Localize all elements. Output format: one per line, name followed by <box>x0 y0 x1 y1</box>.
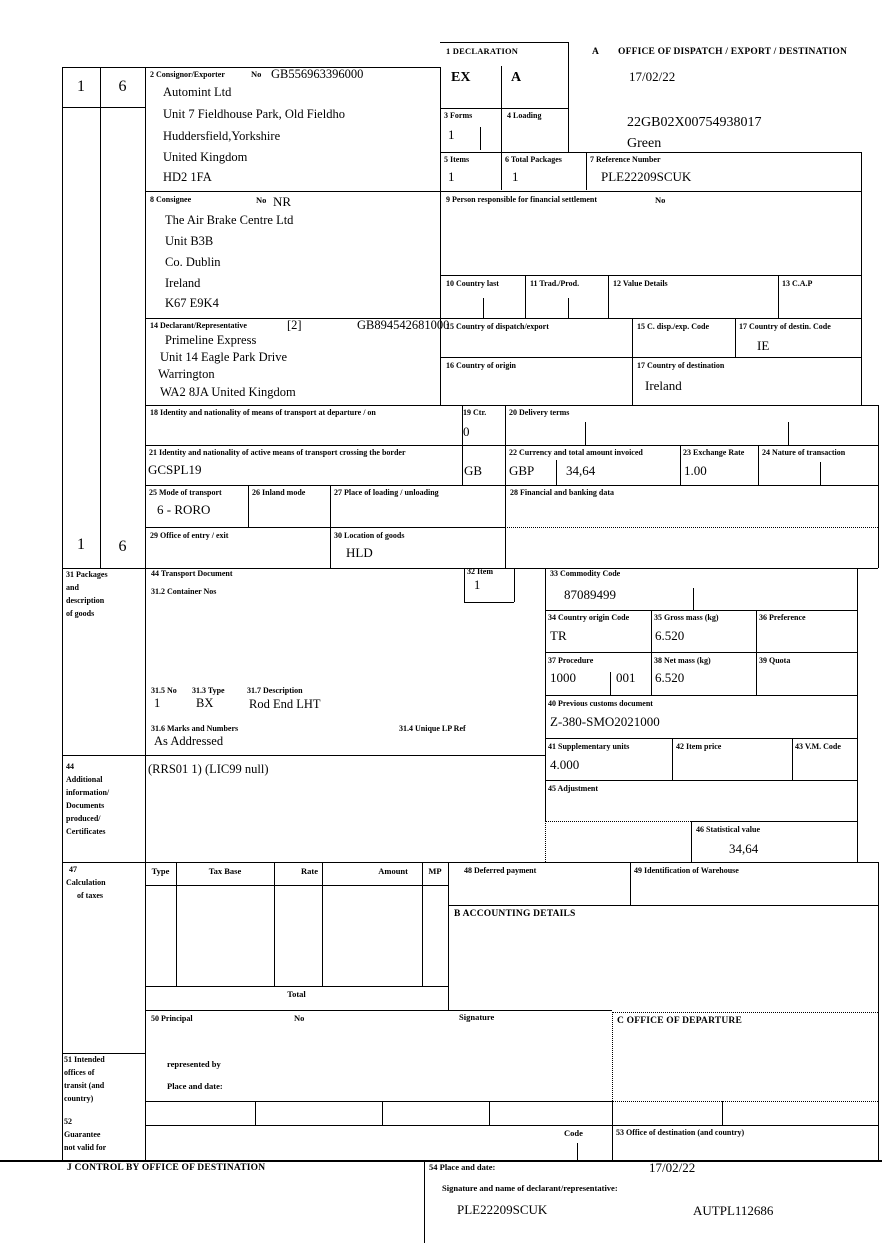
grid-line <box>62 568 878 569</box>
box47-label-3: of taxes <box>77 891 103 900</box>
box53-label: 53 Office of destination (and country) <box>616 1128 745 1137</box>
procedure-code-2: 001 <box>616 670 636 685</box>
transport-doc-label: 44 Transport Document <box>151 569 233 578</box>
declarant-name: Primeline Express <box>165 333 257 347</box>
grid-line <box>462 405 463 485</box>
box52-label-1: 52 <box>64 1117 72 1126</box>
grid-line <box>176 862 177 986</box>
consignee-postcode: K67 E9K4 <box>165 296 219 310</box>
consignee-address-2: Co. Dublin <box>165 255 221 269</box>
box47-label-2: Calculation <box>66 878 106 887</box>
box32-label: 32 Item <box>467 567 493 576</box>
box45-label: 45 Adjustment <box>548 784 599 793</box>
declarant-id: AUTPL112686 <box>693 1203 774 1218</box>
grid-line <box>878 862 879 1160</box>
grid-line <box>792 738 793 780</box>
transport-nationality: GB <box>464 463 483 478</box>
invoice-currency: GBP <box>509 463 535 478</box>
grid-line <box>820 462 821 485</box>
declaration-type: EX <box>451 70 471 85</box>
tax-total-label: Total <box>287 989 306 999</box>
box38-label: 38 Net mass (kg) <box>654 656 711 665</box>
acceptance-date: 17/02/22 <box>629 69 676 84</box>
consignee-country: Ireland <box>165 276 201 290</box>
grid-line <box>440 357 861 358</box>
copy-number-6: 6 <box>118 78 127 95</box>
transport-identity: GCSPL19 <box>148 462 202 477</box>
tax-col-base: Tax Base <box>208 866 242 876</box>
grid-line <box>735 318 736 357</box>
box44-label-1: 44 <box>66 762 74 771</box>
box17-label: 17 Country of destination <box>637 361 725 370</box>
box47-label-1: 47 <box>69 865 77 874</box>
box9-no-label: No <box>655 195 666 205</box>
invoice-amount: 34,64 <box>566 463 596 478</box>
supplementary-units: 4.000 <box>550 757 580 772</box>
grid-line <box>480 127 481 150</box>
office-departure-label: C OFFICE OF DEPARTURE <box>617 1016 742 1026</box>
grid-line <box>586 152 587 190</box>
grid-line <box>861 152 862 405</box>
grid-line <box>489 1101 490 1125</box>
box24-label: 24 Nature of transaction <box>762 448 846 457</box>
packages-type: BX <box>196 696 214 710</box>
box22-label: 22 Currency and total amount invoiced <box>509 448 643 457</box>
item-number: 1 <box>474 578 481 592</box>
grid-line <box>274 862 275 986</box>
box54-date: 17/02/22 <box>649 1160 696 1175</box>
lp-ref-label: 31.4 Unique LP Ref <box>399 724 466 733</box>
grid-line <box>878 405 879 568</box>
box15-label: 15 Country of dispatch/export <box>446 322 549 331</box>
box50-label: 50 Principal <box>151 1014 193 1023</box>
box29-label: 29 Office of entry / exit <box>150 531 229 540</box>
box21-label: 21 Identity and nationality of active means of transport crossing the border <box>149 448 406 457</box>
grid-line <box>62 67 63 1160</box>
tax-col-type: Type <box>151 866 170 876</box>
grid-line <box>145 485 878 486</box>
goods-location: HLD <box>346 545 373 560</box>
grid-line <box>545 821 546 862</box>
box6-label: 6 Total Packages <box>505 155 562 164</box>
origin-country-code: TR <box>550 628 567 643</box>
consignor-address-1: Unit 7 Fieldhouse Park, Old Fieldho <box>163 107 345 121</box>
consignor-eori: GB556963396000 <box>271 67 364 81</box>
grid-line <box>857 568 858 862</box>
grid-line <box>145 986 448 987</box>
box48-label: 48 Deferred payment <box>464 866 537 875</box>
box16-label: 16 Country of origin <box>446 361 516 370</box>
grid-line <box>100 67 101 568</box>
box6-value: 1 <box>512 169 519 184</box>
grid-line <box>145 1125 878 1126</box>
tax-col-mp: MP <box>428 866 442 876</box>
grid-line <box>691 821 857 822</box>
box12-label: 12 Value Details <box>613 279 668 288</box>
grid-line <box>440 275 861 276</box>
grid-line <box>545 695 857 696</box>
grid-line <box>632 318 633 405</box>
tax-col-amount: Amount <box>378 866 408 876</box>
box18-label: 18 Identity and nationality of means of transport at departure / on <box>150 408 376 417</box>
declarant-address-1: Unit 14 Eagle Park Drive <box>160 350 288 364</box>
box5-label: 5 Items <box>444 155 470 164</box>
box17a-label: 17 Country of destin. Code <box>739 322 831 331</box>
grid-line <box>145 405 878 406</box>
consignor-address-2: Huddersfield,Yorkshire <box>163 129 281 143</box>
box3-value: 1 <box>448 127 455 142</box>
grid-line <box>464 602 514 603</box>
copy-number-6b: 6 <box>118 538 127 555</box>
goods-description: Rod End LHT <box>249 697 321 711</box>
grid-line <box>448 905 878 906</box>
box51-label-3: transit (and <box>64 1081 105 1090</box>
box44-label-5: produced/ <box>66 814 101 823</box>
signature-name-label: Signature and name of declarant/representative: <box>442 1183 618 1193</box>
box30-label: 30 Location of goods <box>334 531 405 540</box>
grid-line <box>440 42 568 43</box>
commodity-code: 87089499 <box>564 587 616 602</box>
copy-number-1b: 1 <box>77 536 85 553</box>
net-mass: 6.520 <box>655 670 685 685</box>
box51-label-2: offices of <box>64 1068 95 1077</box>
box8-no-label: No <box>256 195 267 205</box>
container-nos-label: 31.2 Container Nos <box>151 587 217 596</box>
consignor-postcode: HD2 1FA <box>163 170 212 184</box>
grid-line <box>145 1010 612 1011</box>
statistical-value: 34,64 <box>729 841 759 856</box>
box20-label: 20 Delivery terms <box>509 408 570 417</box>
box51-label-1: 51 Intended <box>64 1055 105 1064</box>
grid-line <box>62 107 145 108</box>
box31-label-3: description <box>66 596 105 605</box>
destination-country: Ireland <box>645 378 682 393</box>
grid-line <box>145 318 861 319</box>
grid-line <box>545 568 546 821</box>
declaration-category: A <box>511 70 522 85</box>
grid-line <box>691 821 692 862</box>
grid-line <box>145 527 505 528</box>
box2-no-label: No <box>251 69 262 79</box>
copy-number-1: 1 <box>77 78 85 95</box>
grid-line <box>382 1101 383 1125</box>
box13-label: 13 C.A.P <box>782 279 813 288</box>
box8-label: 8 Consignee <box>150 195 192 204</box>
grid-line <box>788 422 789 445</box>
grid-line <box>145 1101 612 1102</box>
grid-line <box>556 460 557 485</box>
box51-label-4: country) <box>64 1094 94 1103</box>
box4-label: 4 Loading <box>507 111 542 120</box>
box28-label: 28 Financial and banking data <box>510 488 615 497</box>
guarantee-code-label: Code <box>564 1128 583 1138</box>
marks-label: 31.6 Marks and Numbers <box>151 724 239 733</box>
exchange-rate: 1.00 <box>684 463 707 478</box>
grid-line <box>422 862 423 986</box>
box42-label: 42 Item price <box>676 742 722 751</box>
grid-line <box>145 67 146 1160</box>
declarant-eori: GB894542681000 <box>357 318 450 332</box>
grid-line <box>612 1012 613 1101</box>
grid-line <box>62 862 878 863</box>
additional-info: (RRS01 1) (LIC99 null) <box>148 762 269 776</box>
box39-label: 39 Quota <box>759 656 791 665</box>
box7-value: PLE22209SCUK <box>601 169 692 184</box>
consignee-address-1: Unit B3B <box>165 234 214 248</box>
consignor-address-3: United Kingdom <box>163 150 248 164</box>
box14-label: 14 Declarant/Representative <box>150 321 247 330</box>
grid-line <box>630 862 631 905</box>
box49-label: 49 Identification of Warehouse <box>634 866 739 875</box>
grid-line <box>145 191 861 192</box>
grid-line <box>62 1053 145 1054</box>
box11-label: 11 Trad./Prod. <box>530 279 580 288</box>
grid-line <box>756 610 757 695</box>
grid-line <box>440 108 568 109</box>
declarant-address-2: Warrington <box>158 367 215 381</box>
box31-label-2: and <box>66 583 79 592</box>
box37-label: 37 Procedure <box>548 656 594 665</box>
grid-line <box>612 1101 878 1102</box>
consignee-name: The Air Brake Centre Ltd <box>165 213 294 227</box>
grid-line <box>680 445 681 485</box>
box35-label: 35 Gross mass (kg) <box>654 613 719 622</box>
box34-label: 34 Country origin Code <box>548 613 630 622</box>
box41-label: 41 Supplementary units <box>548 742 630 751</box>
box44-label-3: information/ <box>66 788 110 797</box>
grid-line <box>424 1160 425 1243</box>
grid-line <box>758 445 759 485</box>
grid-line <box>248 485 249 527</box>
box46-label: 46 Statistical value <box>696 825 760 834</box>
grid-line <box>545 738 857 739</box>
mrn-number: 22GB02X00754938017 <box>627 115 762 130</box>
box50-no-label: No <box>294 1013 305 1023</box>
box7-label: 7 Reference Number <box>590 155 661 164</box>
box52-label-2: Guarantee <box>64 1130 101 1139</box>
box33-label: 33 Commodity Code <box>550 569 621 578</box>
grid-line <box>585 422 586 445</box>
control-label: J CONTROL BY OFFICE OF DESTINATION <box>67 1163 266 1173</box>
routing-status: Green <box>627 136 662 151</box>
goods-desc-label: 31.7 Description <box>247 686 303 695</box>
grid-line <box>501 66 502 190</box>
grid-line <box>514 568 515 602</box>
grid-line <box>612 1012 878 1013</box>
box50-signature-label: Signature <box>459 1012 495 1022</box>
box3-label: 3 Forms <box>444 111 473 120</box>
box31-label-1: 31 Packages <box>66 570 108 579</box>
declarant-postcode: WA2 8JA United Kingdom <box>160 385 296 399</box>
grid-line <box>545 821 691 822</box>
box26-label: 26 Inland mode <box>252 488 306 497</box>
grid-line <box>778 275 779 318</box>
grid-line <box>145 885 448 886</box>
grid-line <box>568 42 569 152</box>
packages-type-label: 31.3 Type <box>192 686 225 695</box>
grid-line <box>440 67 441 405</box>
grid-line <box>545 610 857 611</box>
officeA-label: OFFICE OF DISPATCH / EXPORT / DESTINATION <box>618 47 848 57</box>
grid-line <box>610 672 611 695</box>
box5-value: 1 <box>448 169 455 184</box>
packages-no-label: 31.5 No <box>151 686 177 695</box>
destination-code: IE <box>757 338 770 353</box>
box10-label: 10 Country last <box>446 279 499 288</box>
represented-by-label: represented by <box>167 1059 221 1069</box>
box44-label-6: Certificates <box>66 827 106 836</box>
box1-label: 1 DECLARATION <box>446 46 519 56</box>
grid-line <box>448 862 449 1010</box>
gross-mass: 6.520 <box>655 628 685 643</box>
grid-line <box>322 862 323 986</box>
grid-line <box>525 275 526 318</box>
box31-label-4: of goods <box>66 609 95 618</box>
grid-line <box>568 298 569 318</box>
consignor-name: Automint Ltd <box>163 85 232 99</box>
grid-line <box>545 780 857 781</box>
box40-label: 40 Previous customs document <box>548 699 653 708</box>
grid-line <box>608 275 609 318</box>
officeA-letter: A <box>592 47 600 57</box>
grid-line <box>464 568 465 602</box>
box19-label: 19 Ctr. <box>463 408 487 417</box>
box44-label-2: Additional <box>66 775 103 784</box>
box54-label: 54 Place and date: <box>429 1162 496 1172</box>
box43-label: 43 V.M. Code <box>795 742 841 751</box>
declarant-reference: PLE22209SCUK <box>457 1202 548 1217</box>
box25-label: 25 Mode of transport <box>149 488 222 497</box>
box15a-label: 15 C. disp./exp. Code <box>637 322 710 331</box>
marks-value: As Addressed <box>154 734 224 748</box>
grid-line <box>505 527 878 528</box>
box23-label: 23 Exchange Rate <box>683 448 745 457</box>
grid-line <box>62 67 440 68</box>
grid-line <box>0 1160 882 1162</box>
procedure-code: 1000 <box>550 670 576 685</box>
grid-line <box>62 755 545 756</box>
grid-line <box>612 1101 613 1160</box>
representative-code: [2] <box>287 318 302 332</box>
box19-value: 0 <box>463 424 470 439</box>
transport-mode: 6 - RORO <box>157 502 211 517</box>
grid-line <box>545 652 857 653</box>
previous-document: Z-380-SMO2021000 <box>550 714 660 729</box>
grid-line <box>577 1143 578 1160</box>
grid-line <box>693 588 694 610</box>
box27-label: 27 Place of loading / unloading <box>334 488 439 497</box>
grid-line <box>255 1101 256 1125</box>
grid-line <box>330 485 331 568</box>
accounting-details-label: B ACCOUNTING DETAILS <box>454 909 576 919</box>
packages-count: 1 <box>154 696 161 710</box>
box36-label: 36 Preference <box>759 613 806 622</box>
tax-col-rate: Rate <box>301 866 318 876</box>
box2-label: 2 Consignor/Exporter <box>150 70 225 79</box>
grid-line <box>672 738 673 780</box>
box9-label: 9 Person responsible for financial settlement <box>446 195 598 204</box>
grid-line <box>145 445 878 446</box>
grid-line <box>483 298 484 318</box>
box44-label-4: Documents <box>66 801 105 810</box>
grid-line <box>440 152 861 153</box>
place-date-label: Place and date: <box>167 1081 223 1091</box>
grid-line <box>651 610 652 695</box>
consignee-id: NR <box>273 194 292 209</box>
box52-label-3: not valid for <box>64 1143 107 1152</box>
grid-line <box>722 1101 723 1125</box>
grid-line <box>505 405 506 568</box>
